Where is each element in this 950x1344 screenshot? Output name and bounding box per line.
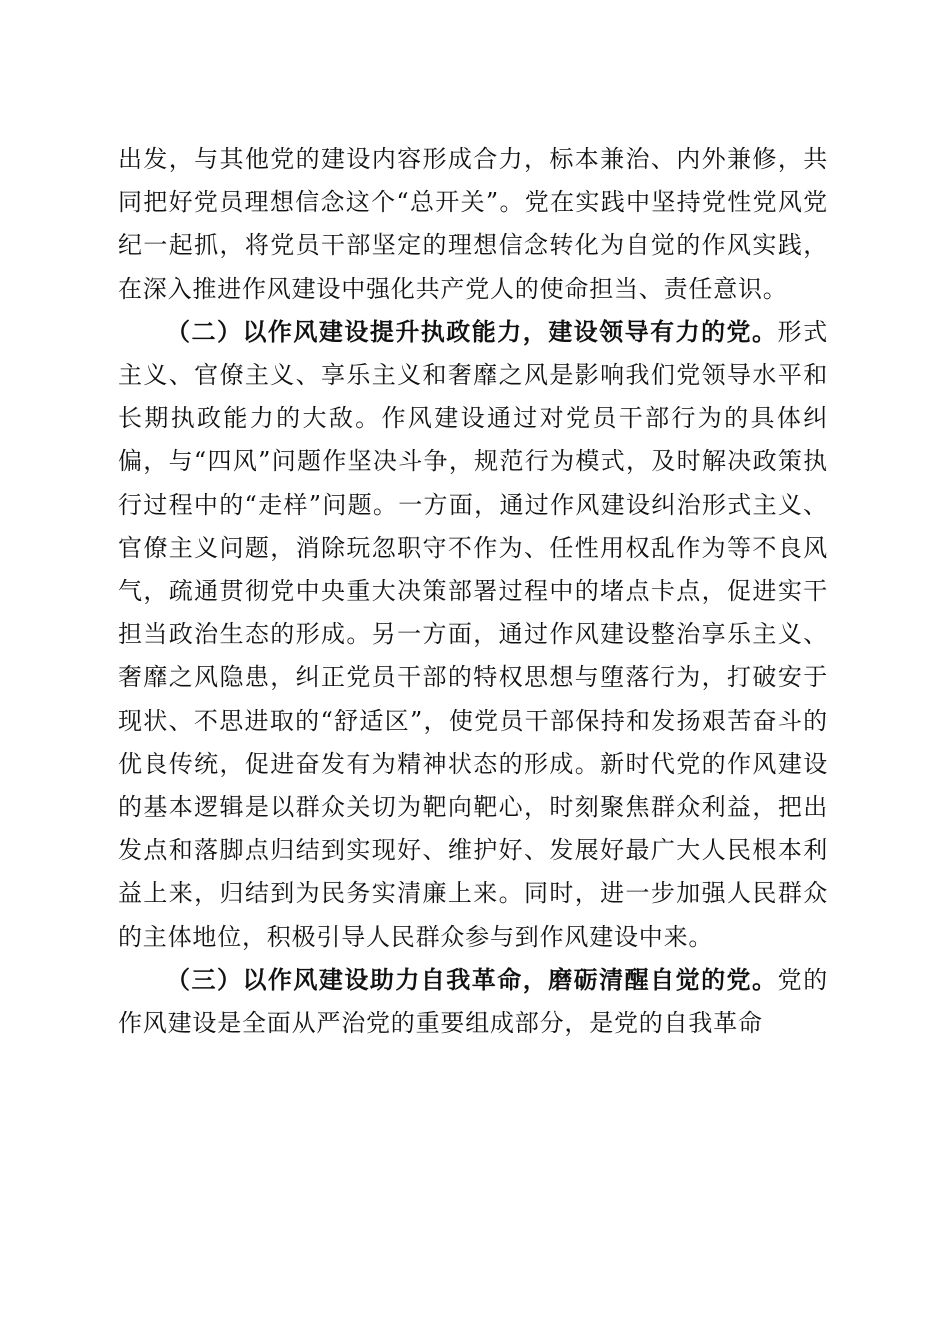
section-heading-2: （二）以作风建设提升执政能力，建设领导有力的党。 (166, 317, 778, 346)
paragraph-2-body: 形式主义、官僚主义、享乐主义和奢靡之风是影响我们党领导水平和长期执政能力的大敌。作风建设通过对党员干部行为的具体纠偏，与“四风”问题作坚决斗争，规范行为模式，及时解决政策执行过程中的“走样”问题。一方面，通过作风建设纠治形式主义、官僚主义问题，消除玩忽职守不作为、任性用权乱作为等不良风气，疏通贯彻党中央重大决策部署过程中的堵点卡点，促进实干担当政治生态的形成。另一方面，通过作风建设整治享乐主义、奢靡之风隐患，纠正党员干部的特权思想与堕落行为，打破安于现状、不思进取的“舒适区”，使党员干部保持和发扬艰苦奋斗的优良传统，促进奋发有为精神状态的形成。新时代党的作风建设的基本逻辑是以群众关切为靶向靶心，时刻聚焦群众利益，把出发点和落脚点归结到实现好、维护好、发展好最广大人民根本利益上来，归结到为民务实清廉上来。同时，进一步加强人民群众的主体地位，积极引导人民群众参与到作风建设中来。 (118, 317, 828, 951)
paragraph-2 (118, 311, 828, 959)
document-body (118, 138, 828, 1045)
paragraph-1-body: 出发，与其他党的建设内容形成合力，标本兼治、内外兼修，共同把好党员理想信念这个“总开关”。党在实践中坚持党性党风党纪一起抓，将党员干部坚定的理想信念转化为自觉的作风实践，在深入推进作风建设中强化共产党人的使命担当、责任意识。 (118, 145, 828, 303)
paragraph-1 (118, 138, 828, 311)
section-heading-3: （三）以作风建设助力自我革命，磨砺清醒自觉的党。 (166, 965, 778, 994)
paragraph-3 (118, 959, 828, 1045)
paragraph-3-body: 党的作风建设是全面从严治党的重要组成部分，是党的自我革命 (118, 965, 828, 1038)
